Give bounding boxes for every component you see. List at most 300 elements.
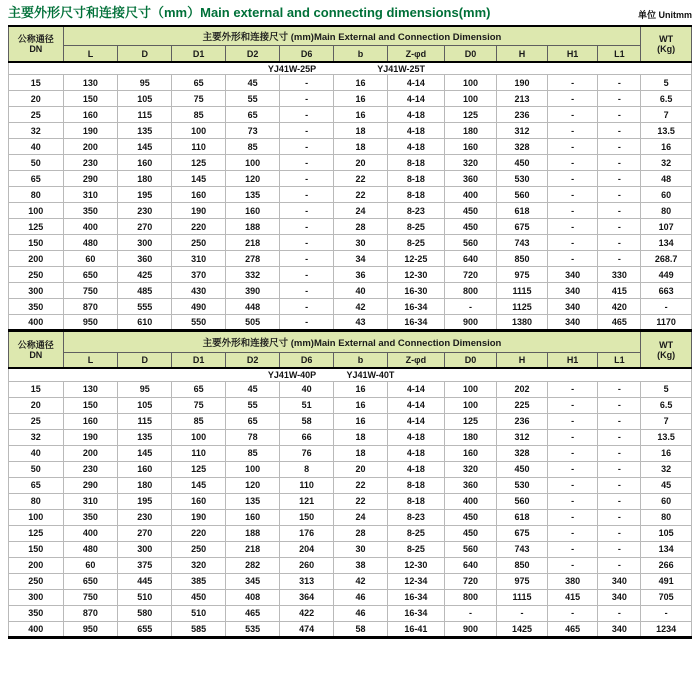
value-cell: 800 — [444, 283, 497, 299]
value-cell: 743 — [497, 541, 548, 557]
value-cell: 100 — [444, 75, 497, 91]
value-cell: 22 — [334, 477, 388, 493]
value-cell: 6.5 — [641, 397, 692, 413]
unit-label: 单位 Unitmm — [637, 9, 692, 20]
value-cell: 150 — [63, 397, 118, 413]
table-row — [9, 187, 692, 203]
value-cell: - — [547, 541, 598, 557]
value-cell: - — [547, 235, 598, 251]
value-cell: 190 — [497, 75, 548, 91]
value-cell: 160 — [63, 107, 118, 123]
column-header-wt — [641, 26, 692, 62]
value-cell: 46 — [334, 605, 388, 621]
value-cell: 290 — [63, 171, 118, 187]
value-cell: 230 — [63, 461, 118, 477]
value-cell: 530 — [497, 477, 548, 493]
value-cell: - — [444, 605, 497, 621]
value-cell: - — [598, 235, 641, 251]
table-row — [9, 557, 692, 573]
value-cell: 16-34 — [388, 605, 445, 621]
value-cell: 260 — [280, 557, 334, 573]
value-cell: 225 — [497, 397, 548, 413]
value-cell: 100 — [444, 381, 497, 397]
value-cell: - — [547, 139, 598, 155]
table-row — [9, 605, 692, 621]
value-cell: 12-34 — [388, 573, 445, 589]
value-cell: 4-14 — [388, 75, 445, 91]
value-cell: 328 — [497, 139, 548, 155]
value-cell: 73 — [226, 123, 280, 139]
model-row — [9, 62, 692, 75]
value-cell: 350 — [63, 203, 118, 219]
value-cell: 4-14 — [388, 91, 445, 107]
table-row — [9, 91, 692, 107]
value-cell: 55 — [226, 397, 280, 413]
value-cell: 40 — [280, 381, 334, 397]
value-cell: 610 — [118, 315, 172, 331]
dn-cell: 40 — [9, 139, 64, 155]
value-cell: 18 — [334, 429, 388, 445]
value-cell: - — [598, 139, 641, 155]
dn-label-cn: 公称通径 — [17, 339, 54, 350]
value-cell: - — [598, 445, 641, 461]
group-header: 主要外形和连接尺寸 (mm)Main External and Connection Dimension — [63, 26, 641, 46]
column-header-dn — [9, 26, 64, 62]
value-cell: 1380 — [497, 315, 548, 331]
value-cell: 350 — [63, 509, 118, 525]
value-cell: 4-18 — [388, 107, 445, 123]
value-cell: 1125 — [497, 299, 548, 315]
value-cell: 400 — [63, 219, 118, 235]
value-cell: 330 — [598, 267, 641, 283]
dn-cell: 15 — [9, 381, 64, 397]
dn-cell: 32 — [9, 123, 64, 139]
value-cell: 8-18 — [388, 155, 445, 171]
value-cell: 328 — [497, 445, 548, 461]
value-cell: - — [598, 541, 641, 557]
value-cell: 100 — [226, 461, 280, 477]
column-header-d0: D0 — [444, 352, 497, 368]
title-row — [8, 5, 692, 22]
column-header-d6: D6 — [280, 352, 334, 368]
value-cell: 230 — [118, 509, 172, 525]
value-cell: 465 — [547, 621, 598, 637]
value-cell: 535 — [226, 621, 280, 637]
value-cell: 16 — [334, 397, 388, 413]
value-cell: 282 — [226, 557, 280, 573]
value-cell: 8-23 — [388, 203, 445, 219]
value-cell: 65 — [226, 107, 280, 123]
value-cell: 60 — [641, 187, 692, 203]
value-cell: - — [280, 187, 334, 203]
value-cell: 450 — [444, 509, 497, 525]
value-cell: 60 — [63, 251, 118, 267]
wt-unit: (Kg) — [657, 349, 676, 360]
value-cell: 16 — [334, 107, 388, 123]
value-cell: 560 — [497, 187, 548, 203]
value-cell: 320 — [444, 461, 497, 477]
table-body — [9, 62, 692, 331]
value-cell: 618 — [497, 509, 548, 525]
value-cell: 560 — [444, 235, 497, 251]
value-cell: 75 — [172, 91, 226, 107]
value-cell: 480 — [63, 541, 118, 557]
dn-cell: 300 — [9, 283, 64, 299]
value-cell: 230 — [63, 155, 118, 171]
value-cell: 213 — [497, 91, 548, 107]
value-cell: - — [280, 299, 334, 315]
value-cell: 115 — [118, 107, 172, 123]
value-cell: 120 — [226, 477, 280, 493]
value-cell: - — [598, 219, 641, 235]
table-row — [9, 493, 692, 509]
value-cell: 491 — [641, 573, 692, 589]
value-cell: 130 — [63, 75, 118, 91]
value-cell: - — [598, 461, 641, 477]
value-cell: 550 — [172, 315, 226, 331]
table-row — [9, 589, 692, 605]
column-header-b: b — [334, 352, 388, 368]
sub-header-row — [9, 46, 692, 62]
value-cell: 107 — [641, 219, 692, 235]
value-cell: 7 — [641, 413, 692, 429]
value-cell: 135 — [118, 123, 172, 139]
dn-cell: 65 — [9, 171, 64, 187]
value-cell: 7 — [641, 107, 692, 123]
dn-cell: 20 — [9, 397, 64, 413]
value-cell: 750 — [63, 283, 118, 299]
value-cell: 8-25 — [388, 235, 445, 251]
value-cell: 16 — [641, 445, 692, 461]
value-cell: 320 — [444, 155, 497, 171]
value-cell: 445 — [118, 573, 172, 589]
value-cell: 202 — [497, 381, 548, 397]
dn-cell: 200 — [9, 251, 64, 267]
value-cell: 720 — [444, 267, 497, 283]
value-cell: 230 — [118, 203, 172, 219]
value-cell: 18 — [334, 139, 388, 155]
value-cell: 425 — [118, 267, 172, 283]
table-row — [9, 251, 692, 267]
column-header-zd: Z-φd — [388, 46, 445, 62]
value-cell: 34 — [334, 251, 388, 267]
value-cell: 448 — [226, 299, 280, 315]
value-cell: 250 — [172, 541, 226, 557]
value-cell: - — [280, 283, 334, 299]
value-cell: 160 — [172, 493, 226, 509]
value-cell: 415 — [547, 589, 598, 605]
value-cell: 76 — [280, 445, 334, 461]
column-header-l: L — [63, 46, 118, 62]
value-cell: 675 — [497, 219, 548, 235]
value-cell: 60 — [63, 557, 118, 573]
dn-cell: 250 — [9, 267, 64, 283]
value-cell: 345 — [226, 573, 280, 589]
value-cell: - — [598, 187, 641, 203]
value-cell: 105 — [118, 91, 172, 107]
dn-cell: 65 — [9, 477, 64, 493]
value-cell: 268.7 — [641, 251, 692, 267]
value-cell: 16 — [334, 381, 388, 397]
value-cell: - — [547, 477, 598, 493]
value-cell: 720 — [444, 573, 497, 589]
value-cell: 310 — [63, 493, 118, 509]
value-cell: 134 — [641, 235, 692, 251]
value-cell: 110 — [280, 477, 334, 493]
value-cell: - — [497, 605, 548, 621]
value-cell: 312 — [497, 123, 548, 139]
value-cell: - — [547, 461, 598, 477]
value-cell: - — [280, 107, 334, 123]
value-cell: 190 — [63, 429, 118, 445]
value-cell: 450 — [444, 219, 497, 235]
value-cell: 490 — [172, 299, 226, 315]
value-cell: 655 — [118, 621, 172, 637]
value-cell: - — [547, 91, 598, 107]
value-cell: 278 — [226, 251, 280, 267]
value-cell: 110 — [172, 445, 226, 461]
column-header-h: H — [497, 352, 548, 368]
value-cell: - — [280, 91, 334, 107]
table-row — [9, 509, 692, 525]
value-cell: 360 — [444, 477, 497, 493]
model-cell — [9, 368, 692, 381]
value-cell: 340 — [547, 283, 598, 299]
value-cell: 125 — [444, 413, 497, 429]
value-cell: 30 — [334, 235, 388, 251]
value-cell: 250 — [172, 235, 226, 251]
value-cell: 450 — [444, 203, 497, 219]
value-cell: - — [598, 429, 641, 445]
value-cell: - — [547, 219, 598, 235]
column-header-d0: D0 — [444, 46, 497, 62]
table-header — [9, 332, 692, 368]
value-cell: 100 — [444, 91, 497, 107]
value-cell: 1115 — [497, 589, 548, 605]
value-cell: 80 — [641, 509, 692, 525]
value-cell: 160 — [444, 139, 497, 155]
value-cell: 400 — [444, 187, 497, 203]
page-title: 主要外形尺寸和连接尺寸（mm）Main external and connecting dimensions(mm) — [8, 5, 491, 20]
model-label-t: YJ41W-25T — [377, 63, 426, 74]
dn-cell: 400 — [9, 621, 64, 637]
table-row — [9, 429, 692, 445]
column-header-h: H — [497, 46, 548, 62]
value-cell: 555 — [118, 299, 172, 315]
value-cell: - — [598, 203, 641, 219]
table-row — [9, 283, 692, 299]
value-cell: 43 — [334, 315, 388, 331]
value-cell: - — [280, 203, 334, 219]
value-cell: 145 — [172, 477, 226, 493]
dn-cell: 25 — [9, 107, 64, 123]
table-row — [9, 381, 692, 397]
value-cell: - — [547, 107, 598, 123]
value-cell: 364 — [280, 589, 334, 605]
value-cell: 176 — [280, 525, 334, 541]
value-cell: 16 — [641, 139, 692, 155]
value-cell: 134 — [641, 541, 692, 557]
value-cell: 310 — [63, 187, 118, 203]
value-cell: - — [280, 315, 334, 331]
value-cell: 45 — [641, 477, 692, 493]
value-cell: 200 — [63, 139, 118, 155]
value-cell: 270 — [118, 525, 172, 541]
sub-header-row — [9, 352, 692, 368]
table-row — [9, 525, 692, 541]
value-cell: - — [280, 139, 334, 155]
dn-cell: 50 — [9, 155, 64, 171]
value-cell: 42 — [334, 299, 388, 315]
value-cell: 400 — [444, 493, 497, 509]
value-cell: 950 — [63, 315, 118, 331]
value-cell: 650 — [63, 267, 118, 283]
dn-cell: 25 — [9, 413, 64, 429]
value-cell: 32 — [641, 461, 692, 477]
table-row — [9, 477, 692, 493]
model-label-p: YJ41W-40P — [267, 370, 317, 381]
value-cell: 180 — [118, 171, 172, 187]
value-cell: 12-25 — [388, 251, 445, 267]
model-label-t: YJ41W-40T — [346, 370, 395, 381]
value-cell: - — [547, 509, 598, 525]
column-header-h1: H1 — [547, 46, 598, 62]
value-cell: 85 — [172, 413, 226, 429]
value-cell: 16-34 — [388, 315, 445, 331]
value-cell: 220 — [172, 219, 226, 235]
value-cell: 20 — [334, 461, 388, 477]
value-cell: - — [598, 397, 641, 413]
value-cell: 975 — [497, 267, 548, 283]
value-cell: 675 — [497, 525, 548, 541]
value-cell: 130 — [63, 381, 118, 397]
value-cell: - — [547, 187, 598, 203]
value-cell: - — [280, 251, 334, 267]
value-cell: 950 — [63, 621, 118, 637]
value-cell: 65 — [172, 75, 226, 91]
value-cell: - — [598, 171, 641, 187]
table-row — [9, 397, 692, 413]
column-header-l1: L1 — [598, 46, 641, 62]
value-cell: 450 — [172, 589, 226, 605]
value-cell: 190 — [172, 203, 226, 219]
value-cell: 663 — [641, 283, 692, 299]
value-cell: 16-34 — [388, 299, 445, 315]
column-header-l1: L1 — [598, 352, 641, 368]
value-cell: 24 — [334, 203, 388, 219]
value-cell: 85 — [226, 445, 280, 461]
value-cell: 22 — [334, 493, 388, 509]
value-cell: 135 — [118, 429, 172, 445]
value-cell: 65 — [226, 413, 280, 429]
value-cell: 4-18 — [388, 139, 445, 155]
value-cell: 204 — [280, 541, 334, 557]
value-cell: - — [598, 107, 641, 123]
value-cell: 480 — [63, 235, 118, 251]
value-cell: 743 — [497, 235, 548, 251]
column-header-l: L — [63, 352, 118, 368]
dn-cell: 100 — [9, 509, 64, 525]
value-cell: - — [280, 219, 334, 235]
value-cell: 370 — [172, 267, 226, 283]
value-cell: 8-25 — [388, 525, 445, 541]
value-cell: 870 — [63, 605, 118, 621]
value-cell: - — [598, 123, 641, 139]
value-cell: 640 — [444, 557, 497, 573]
value-cell: 750 — [63, 589, 118, 605]
value-cell: 340 — [598, 589, 641, 605]
value-cell: 30 — [334, 541, 388, 557]
value-cell: 975 — [497, 573, 548, 589]
value-cell: 22 — [334, 187, 388, 203]
value-cell: 8-18 — [388, 477, 445, 493]
value-cell: 270 — [118, 219, 172, 235]
table-row — [9, 155, 692, 171]
value-cell: 585 — [172, 621, 226, 637]
column-header-d1: D1 — [172, 352, 226, 368]
value-cell: 340 — [547, 267, 598, 283]
dn-cell: 150 — [9, 235, 64, 251]
value-cell: 13.5 — [641, 429, 692, 445]
value-cell: 16-34 — [388, 589, 445, 605]
value-cell: - — [547, 381, 598, 397]
value-cell: 400 — [63, 525, 118, 541]
value-cell: 415 — [598, 283, 641, 299]
table-row — [9, 461, 692, 477]
value-cell: 110 — [172, 139, 226, 155]
dn-label-en: DN — [29, 349, 43, 360]
dn-cell: 40 — [9, 445, 64, 461]
value-cell: 530 — [497, 171, 548, 187]
value-cell: 28 — [334, 219, 388, 235]
column-header-d: D — [118, 46, 172, 62]
value-cell: 180 — [444, 429, 497, 445]
dn-cell: 125 — [9, 219, 64, 235]
column-header-d2: D2 — [226, 46, 280, 62]
value-cell: 1425 — [497, 621, 548, 637]
value-cell: 390 — [226, 283, 280, 299]
value-cell: - — [598, 509, 641, 525]
value-cell: 145 — [118, 445, 172, 461]
value-cell: 360 — [118, 251, 172, 267]
value-cell: 5 — [641, 381, 692, 397]
value-cell: 85 — [172, 107, 226, 123]
value-cell: 900 — [444, 315, 497, 331]
value-cell: 18 — [334, 123, 388, 139]
table-row — [9, 445, 692, 461]
value-cell: 32 — [641, 155, 692, 171]
dn-cell: 150 — [9, 541, 64, 557]
value-cell: - — [598, 155, 641, 171]
value-cell: 160 — [63, 413, 118, 429]
value-cell: - — [641, 299, 692, 315]
value-cell: 100 — [444, 397, 497, 413]
value-cell: 45 — [226, 381, 280, 397]
value-cell: 236 — [497, 413, 548, 429]
value-cell: 95 — [118, 75, 172, 91]
value-cell: 24 — [334, 509, 388, 525]
value-cell: 1234 — [641, 621, 692, 637]
value-cell: 900 — [444, 621, 497, 637]
value-cell: 6.5 — [641, 91, 692, 107]
column-header-d: D — [118, 352, 172, 368]
value-cell: 38 — [334, 557, 388, 573]
value-cell: - — [598, 557, 641, 573]
value-cell: - — [598, 525, 641, 541]
value-cell: 465 — [598, 315, 641, 331]
column-header-wt — [641, 332, 692, 368]
value-cell: 340 — [598, 573, 641, 589]
